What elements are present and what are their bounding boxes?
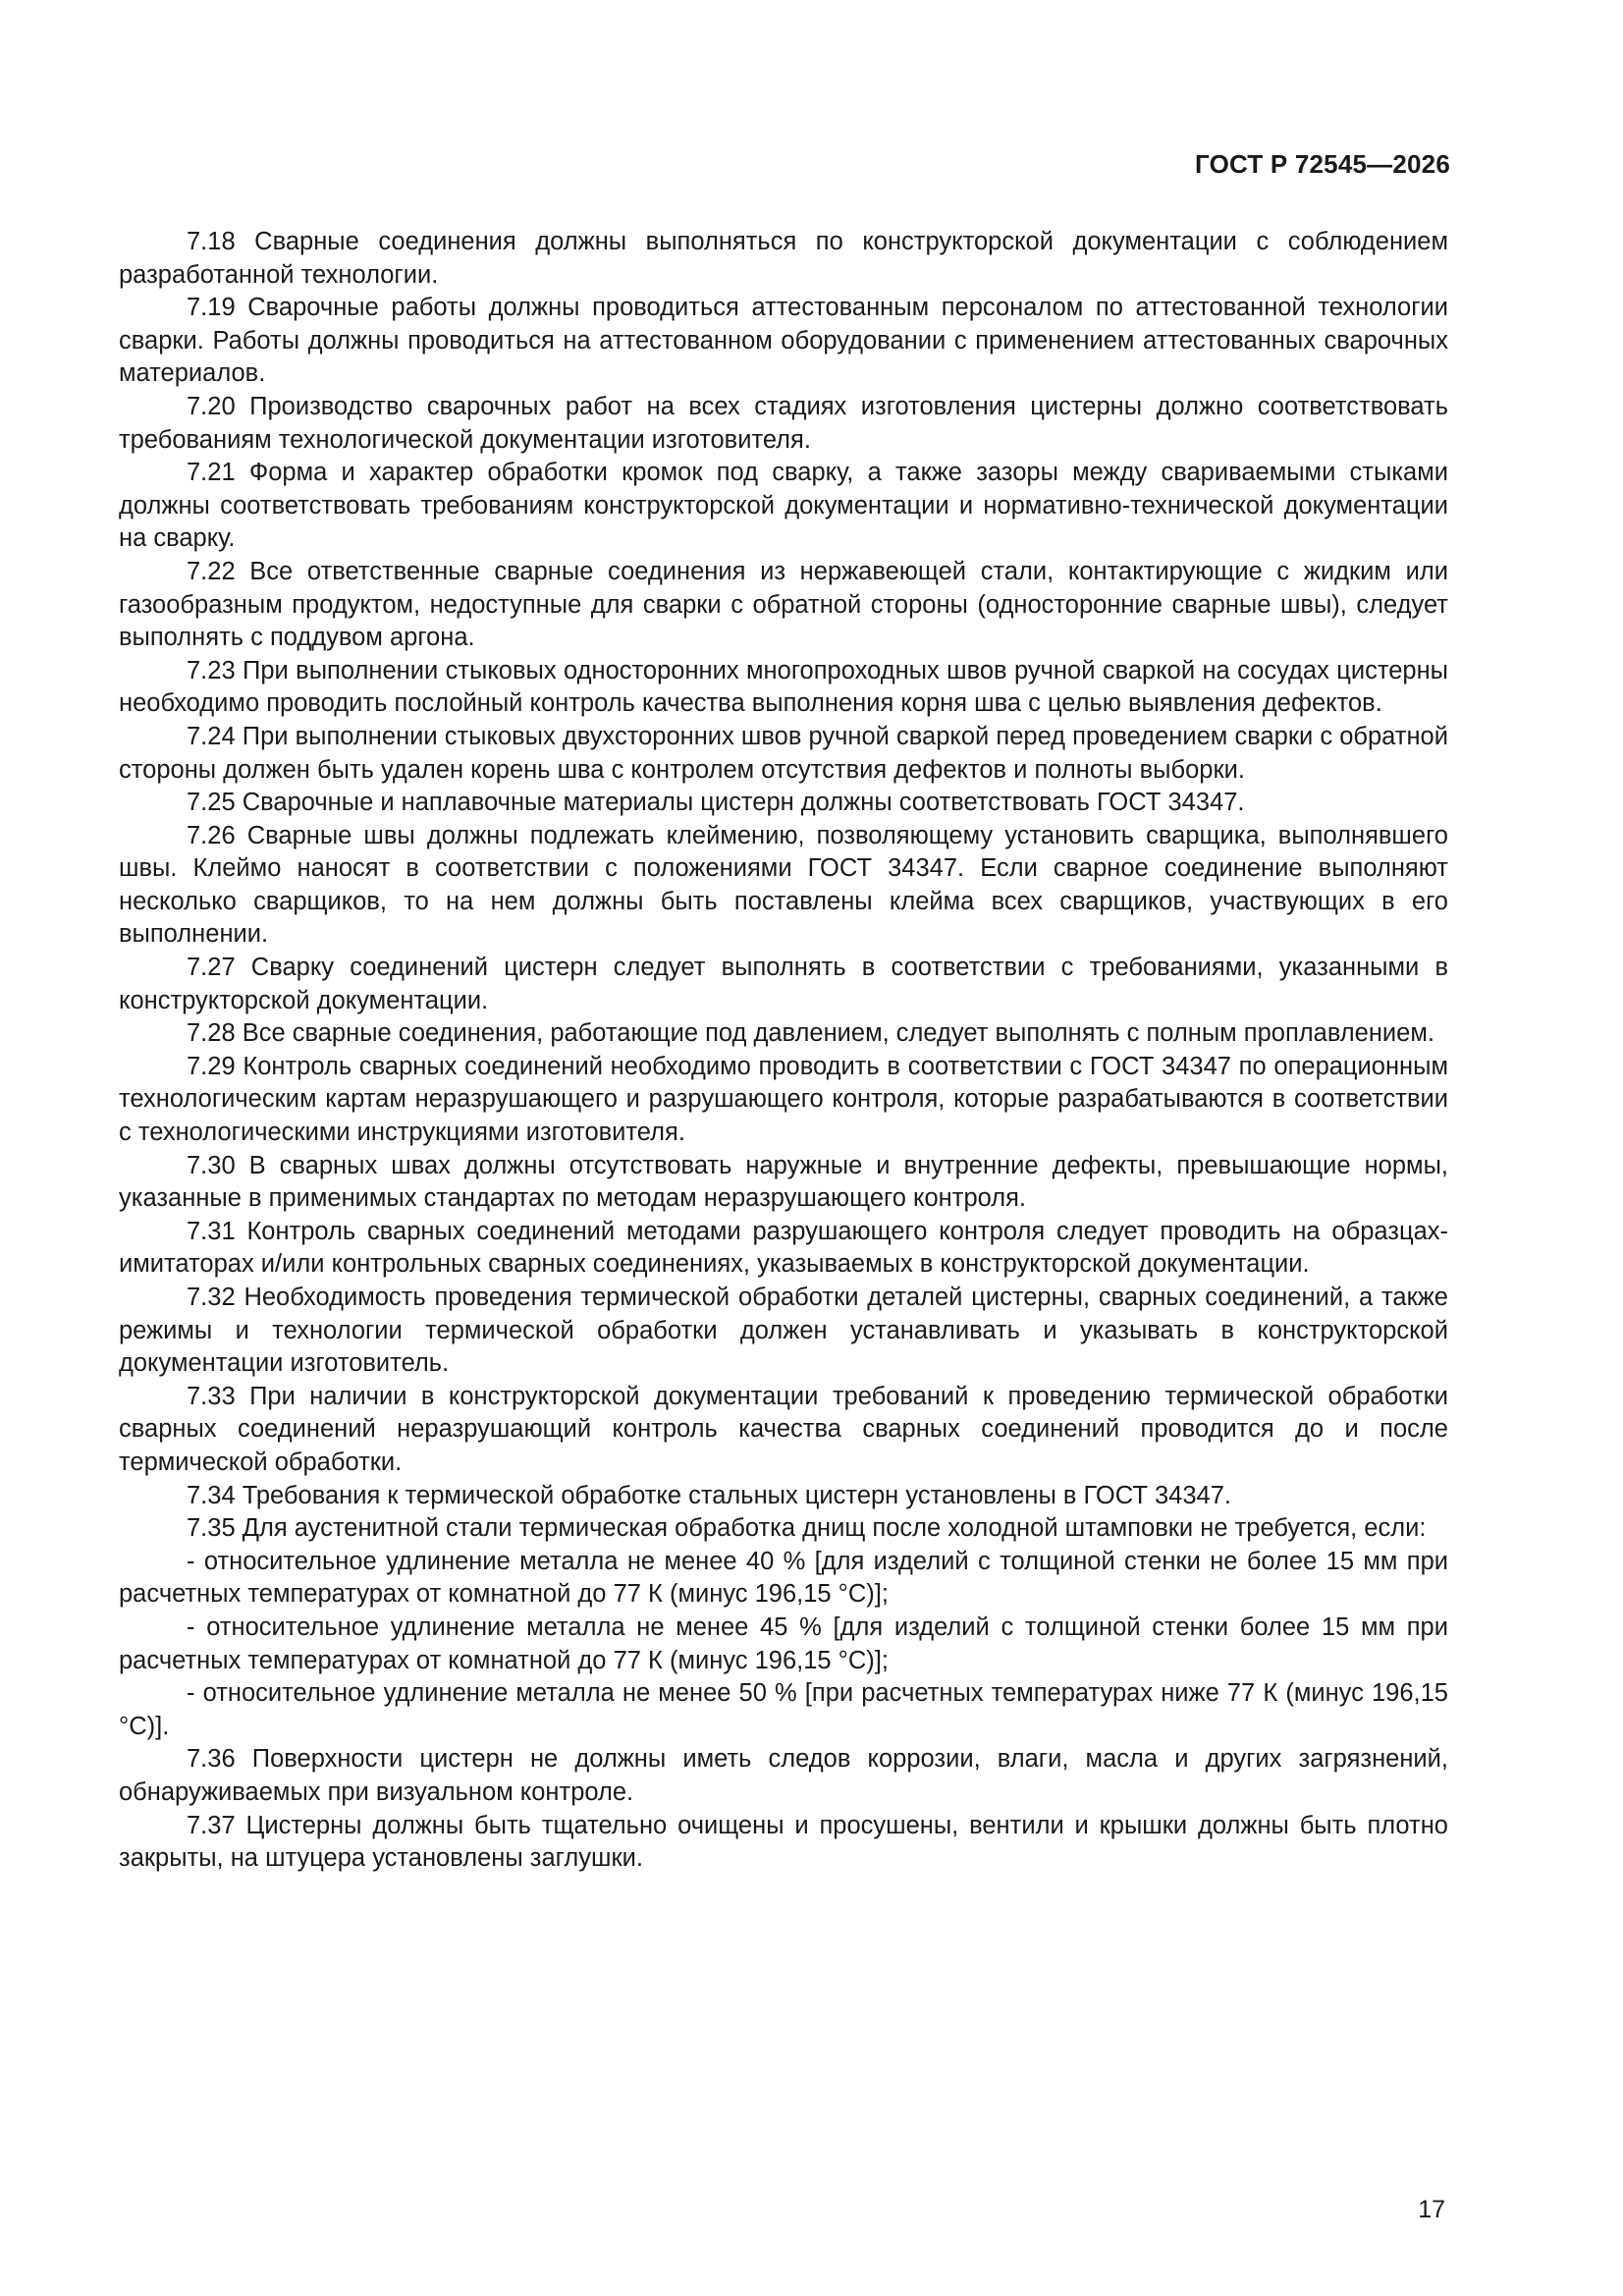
paragraph-7-32: 7.32 Необходимость проведения термической обработки деталей цистерны, сварных соединений, а также режимы и технологии термической обработки должен устанавливать и указывать в конструкторской документации изготовитель. <box>119 1284 1448 1378</box>
paragraph-7-28: 7.28 Все сварные соединения, работающие под давлением, следует выполнять с полным проплавлением. <box>187 1019 1434 1048</box>
document-designation: ГОСТ Р 72545—2026 <box>1195 149 1450 179</box>
paragraph-7-34: 7.34 Требования к термической обработке стальных цистерн установлены в ГОСТ 34347. <box>187 1481 1231 1509</box>
paragraph-7-26: 7.26 Сварные швы должны подлежать клеймению, позволяющему установить сварщика, выполнявшего швы. Клеймо наносят в соответствии с положениями ГОСТ 34347. Если сварное соединение выполняют несколько сварщиков, то на нем должны быть поставлены клейма всех сварщиков, участвующих в его выполнении. <box>119 821 1448 949</box>
list-item-elongation-50: - относительное удлинение металла не менее 50 % [при расчетных температурах ниже 77 К (минус 196,15 °С)]. <box>119 1679 1448 1740</box>
page-number: 17 <box>1418 2196 1445 2223</box>
paragraph-7-21: 7.21 Форма и характер обработки кромок под сварку, а также зазоры между свариваемыми стыками должны соответствовать требованиям конструкторской документации и нормативно-технической документации на сварку. <box>119 459 1448 553</box>
paragraph-7-36: 7.36 Поверхности цистерн не должны иметь следов коррозии, влаги, масла и других загрязнений, обнаруживаемых при визуальном контроле. <box>119 1745 1448 1806</box>
list-item-elongation-40: - относительное удлинение металла не менее 40 % [для изделий с толщиной стенки не более 15 мм при расчетных температурах от комнатной до 77 К (минус 196,15 °С)]; <box>119 1547 1448 1609</box>
document-body <box>119 226 1448 1876</box>
paragraph-7-20: 7.20 Производство сварочных работ на всех стадиях изготовления цистерны должно соответствовать требованиям технологической документации изготовителя. <box>119 392 1448 454</box>
paragraph-7-37: 7.37 Цистерны должны быть тщательно очищены и просушены, вентили и крышки должны быть плотно закрыты, на штуцера установлены заглушки. <box>119 1811 1448 1873</box>
paragraph-7-33: 7.33 При наличии в конструкторской документации требований к проведению термической обработки сварных соединений неразрушающий контроль качества сварных соединений проводится до и после термической обработки. <box>119 1382 1448 1476</box>
paragraph-7-35: 7.35 Для аустенитной стали термическая обработка днищ после холодной штамповки не требуется, если: <box>187 1514 1427 1543</box>
paragraph-7-27: 7.27 Сварку соединений цистерн следует выполнять в соответствии с требованиями, указанными в конструкторской документации. <box>119 954 1448 1014</box>
paragraph-7-22: 7.22 Все ответственные сварные соединения из нержавеющей стали, контактирующие с жидким или газообразным продуктом, недоступные для сварки с обратной стороны (односторонние сварные швы), следует выполнять с поддувом аргона. <box>119 557 1448 652</box>
paragraph-7-25: 7.25 Сварочные и наплавочные материалы цистерн должны соответствовать ГОСТ 34347. <box>187 789 1245 817</box>
paragraph-7-23: 7.23 При выполнении стыковых односторонних многопроходных швов ручной сваркой на сосудах цистерны необходимо проводить послойный контроль качества выполнения корня шва с целью выявления дефектов. <box>119 656 1448 718</box>
list-item-elongation-45: - относительное удлинение металла не менее 45 % [для изделий с толщиной стенки более 15 мм при расчетных температурах от комнатной до 77 К (минус 196,15 °С)]; <box>119 1613 1448 1674</box>
paragraph-7-24: 7.24 При выполнении стыковых двухсторонних швов ручной сваркой перед проведением сварки с обратной стороны должен быть удален корень шва с контролем отсутствия дефектов и полноты выборки. <box>119 722 1448 784</box>
paragraph-7-29: 7.29 Контроль сварных соединений необходимо проводить в соответствии с ГОСТ 34347 по операционным технологическим картам неразрушающего и разрушающего контроля, которые разрабатываются в соответствии с технологическими инструкциями изготовителя. <box>119 1052 1448 1147</box>
paragraph-7-30: 7.30 В сварных швах должны отсутствовать наружные и внутренние дефекты, превышающие нормы, указанные в применимых стандартах по методам неразрушающего контроля. <box>119 1151 1448 1213</box>
paragraph-7-18: 7.18 Сварные соединения должны выполняться по конструкторской документации с соблюдением разработанной технологии. <box>119 228 1448 289</box>
paragraph-7-19: 7.19 Сварочные работы должны проводиться аттестованным персоналом по аттестованной технологии сварки. Работы должны проводиться на аттестованном оборудовании с применением аттестованных сварочных материалов. <box>119 294 1448 388</box>
paragraph-7-31: 7.31 Контроль сварных соединений методами разрушающего контроля следует проводить на образцах-имитаторах и/или контрольных сварных соединениях, указываемых в конструкторской документации. <box>119 1217 1448 1279</box>
